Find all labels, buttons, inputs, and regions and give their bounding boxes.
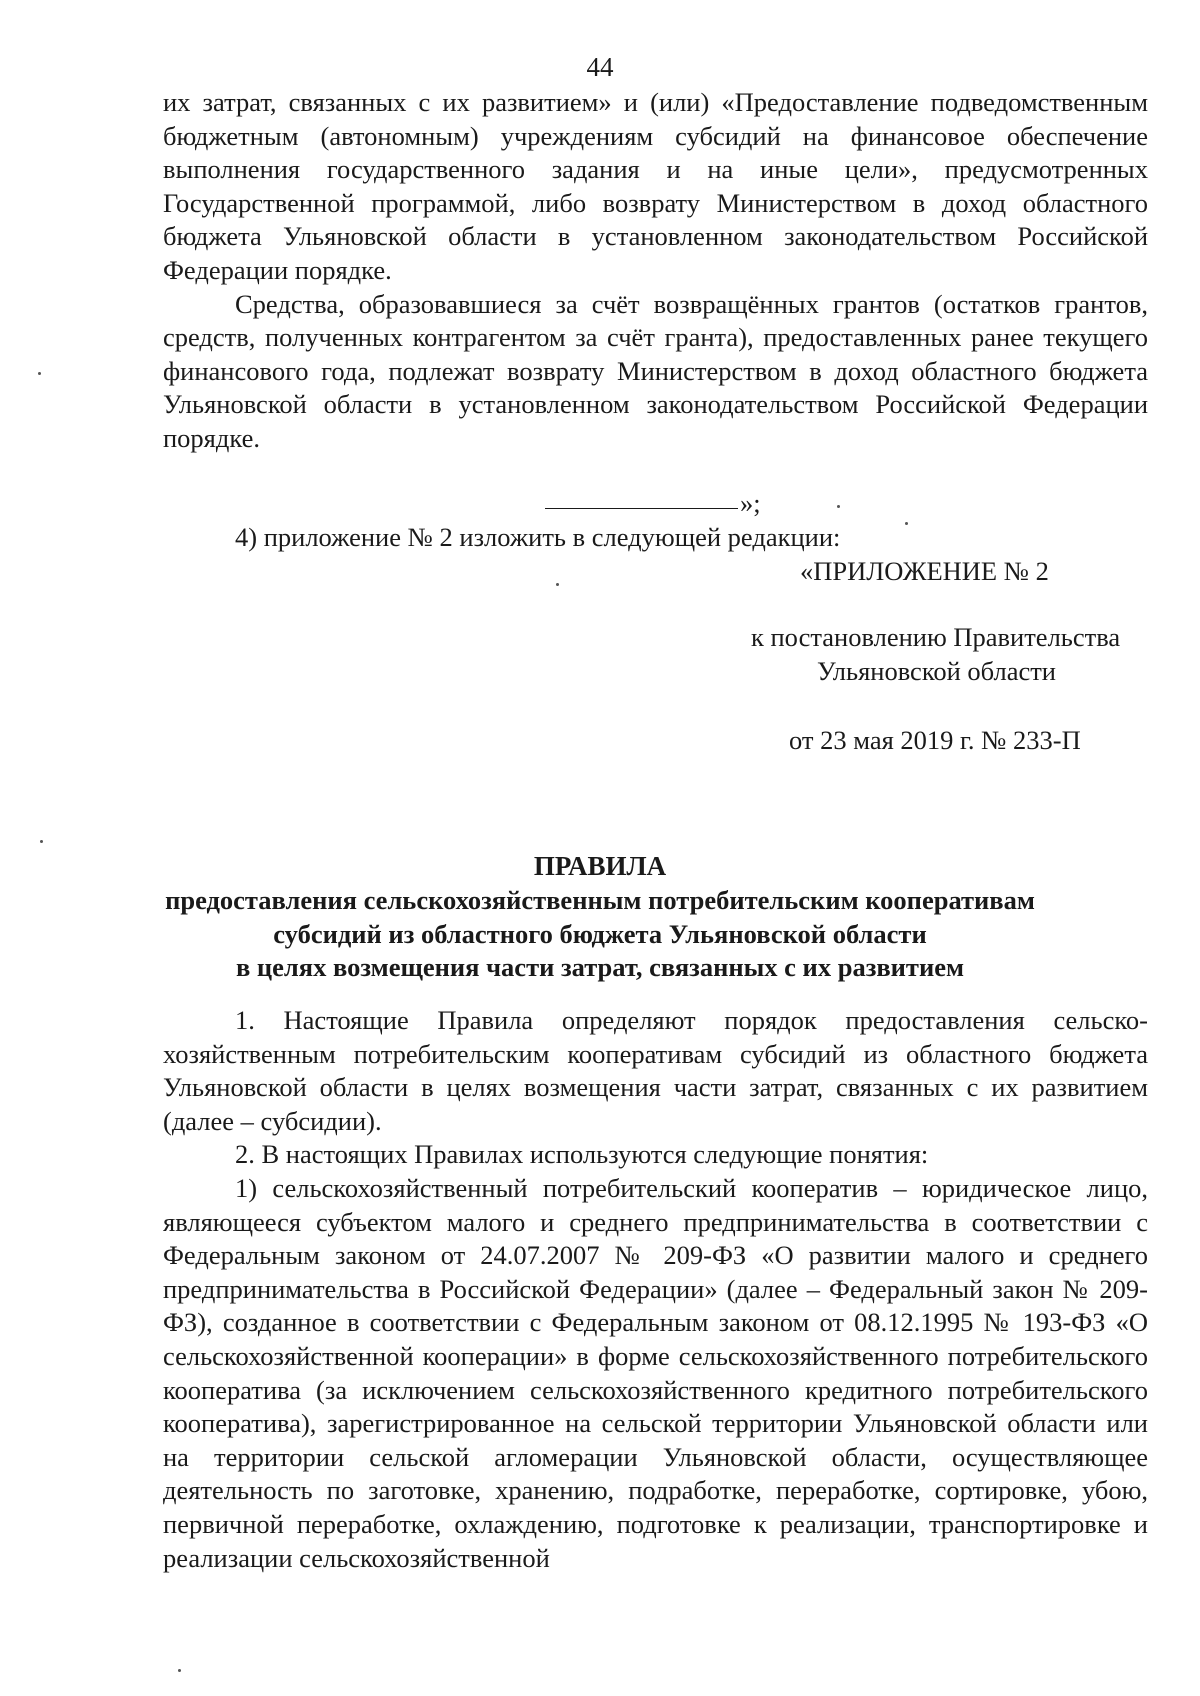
body-text-block xyxy=(163,1004,1148,1575)
top-text-block xyxy=(163,86,1148,456)
scan-speck xyxy=(38,372,41,375)
paragraph-rules-purpose: 1. Настоящие Правила определяют порядок предоставления сельскохозяйственным потребительским кооперативам субсидий из областного бюджета Ульяновской области в целях возмещения части затрат, связанных с их развитием (далее – субсидии). xyxy=(163,1005,1148,1136)
closing-quote-text: »; xyxy=(740,488,761,518)
closing-quote-mark xyxy=(545,486,761,520)
paragraph-grant-funds: Средства, образовавшиеся за счёт возвращённых грантов (остатков грантов, средств, полученных контрагентом за счёт гранта), предоставленных ранее текущего финансового года, подлежат возврату Министерством в доход областного бюджета Ульяновской области в установленном законодательством Российской Федерации порядке. xyxy=(163,288,1148,453)
appendix-title: «ПРИЛОЖЕНИЕ № 2 xyxy=(800,556,1049,586)
rules-subheading-line-1: предоставления сельскохозяйственным потребительским кооперативам xyxy=(165,885,1035,915)
appendix-region: Ульяновской области xyxy=(817,656,1056,686)
scan-speck xyxy=(837,505,840,508)
paragraph-continuation: их затрат, связанных с их развитием» и (или) «Предоставление подведомственным бюджетным (автономным) учреждениям субсидий на финансовое обеспечение выполнения государственного задания и на иные цели», предусмотренных Государственной программой, либо возврату Министерством в доход областного бюджета Ульяновской области в установленном законодательством Российской Федерации порядке. xyxy=(163,87,1148,285)
scan-speck xyxy=(40,840,43,843)
item-4-text: 4) приложение № 2 изложить в следующей редакции: xyxy=(235,522,841,552)
rules-subheading-line-2: субсидий из областного бюджета Ульяновской области xyxy=(273,918,927,949)
rules-heading: ПРАВИЛА xyxy=(533,851,667,881)
paragraph-cooperative-definition: 1) сельскохозяйственный потребительский кооператив – юридическое лицо, являющееся субъектом малого и среднего предпринимательства в соответствии с Федеральным законом от 24.07.2007 № 209-ФЗ «О развитии малого и среднего предпринимательства в Российской Федерации» (далее – Федеральный закон № 209-ФЗ), созданное в соответствии с Федеральным законом от 08.12.1995 № 193-ФЗ «О сельскохозяйственной кооперации» в форме сельскохозяйственного потребительского кооператива (за исключением сельскохозяйственного кредитного потребительского кооператива), зарегистрированное на сельской территории Ульяновской области или на территории сельской агломерации Ульяновской области, осуществляющее деятельность по заготовке, хранению, подработке, переработке, сортировке, убою, первичной переработке, охлаждению, подготовке к реализации, транспортировке и реализации сельскохозяйственной xyxy=(163,1172,1148,1573)
rules-subheading-line-3: в целях возмещения части затрат, связанных с их развитием xyxy=(235,952,965,982)
appendix-to-resolution: к постановлению Правительства xyxy=(751,622,1121,652)
scan-speck xyxy=(905,522,908,525)
paragraph-definitions-intro: 2. В настоящих Правилах используются следующие понятия: xyxy=(235,1139,929,1170)
page-number: 44 xyxy=(586,52,614,82)
rules-subheading xyxy=(0,884,1200,985)
appendix-date: от 23 мая 2019 г. № 233-П xyxy=(789,725,1081,755)
closing-underline xyxy=(545,508,738,509)
scan-speck xyxy=(556,583,559,586)
scan-speck xyxy=(178,1669,181,1672)
